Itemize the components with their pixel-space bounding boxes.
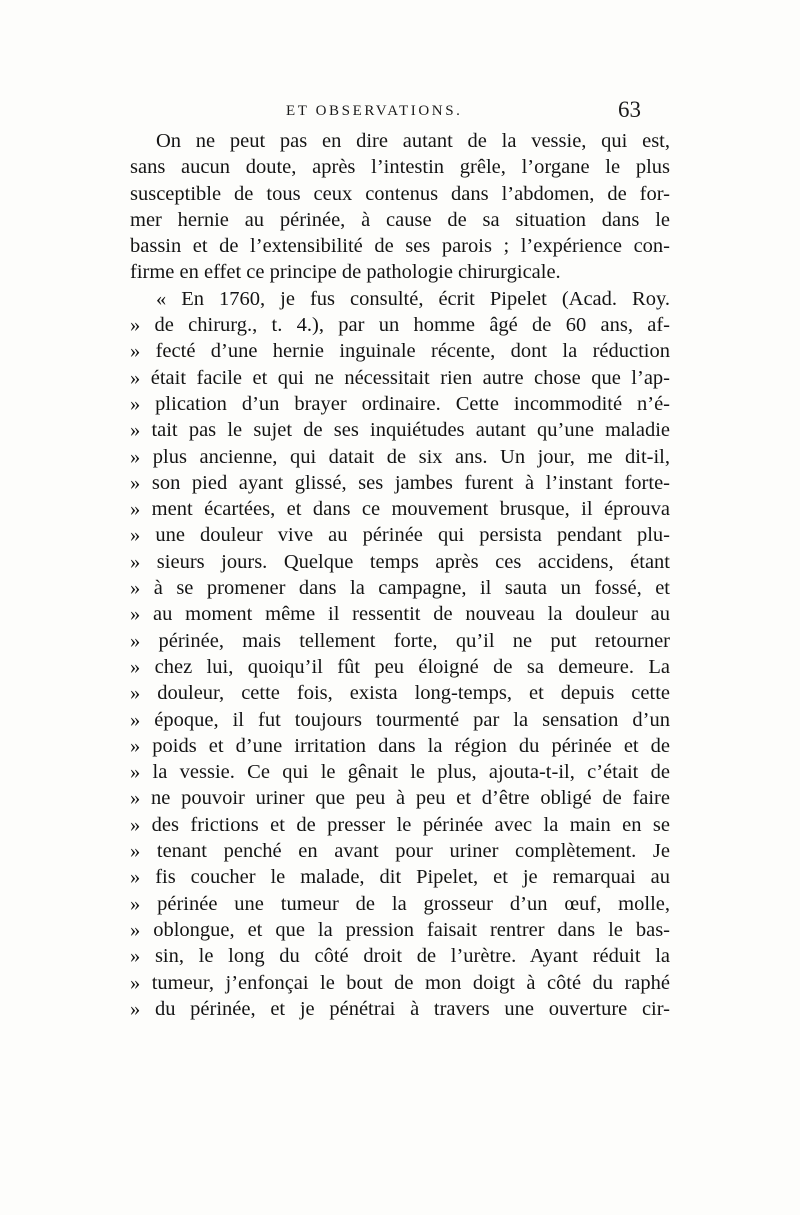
text-line: » une douleur vive au périnée qui persista pendant plu- bbox=[130, 524, 670, 547]
text-line: » sin, le long du côté droit de l’urètre. Ayant réduit la bbox=[130, 945, 670, 968]
text-line: » oblongue, et que la pression faisait rentrer dans le bas- bbox=[130, 918, 670, 941]
text-line: mer hernie au périnée, à cause de sa situation dans le bbox=[130, 208, 670, 231]
text-line: » tumeur, j’enfonçai le bout de mon doigt à côté du raphé bbox=[130, 971, 670, 994]
text-line: » fis coucher le malade, dit Pipelet, et je remarquai au bbox=[130, 866, 670, 889]
text-line: susceptible de tous ceux contenus dans l’abdomen, de for- bbox=[130, 182, 670, 205]
text-line: » à se promener dans la campagne, il sauta un fossé, et bbox=[130, 577, 670, 600]
text-line: « En 1760, je fus consulté, écrit Pipelet (Acad. Roy. bbox=[156, 287, 670, 310]
text-line: » sieurs jours. Quelque temps après ces accidens, étant bbox=[130, 550, 670, 573]
text-line: » de chirurg., t. 4.), par un homme âgé de 60 ans, af- bbox=[130, 314, 670, 337]
text-line: » au moment même il ressentit de nouveau la douleur au bbox=[130, 603, 670, 626]
text-line: » douleur, cette fois, exista long-temps, et depuis cette bbox=[130, 682, 670, 705]
text-line: sans aucun doute, après l’intestin grêle, l’organe le plus bbox=[130, 156, 670, 179]
text-line: » périnée une tumeur de la grosseur d’un œuf, molle, bbox=[130, 892, 670, 915]
text-line: » poids et d’une irritation dans la région du périnée et de bbox=[130, 734, 670, 757]
text-line: » son pied ayant glissé, ses jambes furent à l’instant forte- bbox=[130, 471, 670, 494]
text-line: On ne peut pas en dire autant de la vessie, qui est, bbox=[156, 130, 670, 152]
text-line: » tenant penché en avant pour uriner complètement. Je bbox=[130, 840, 670, 863]
text-line: » des frictions et de presser le périnée avec la main en se bbox=[130, 813, 670, 836]
text-line: firme en effet ce principe de pathologie chirurgicale. bbox=[130, 261, 561, 284]
page-header bbox=[140, 97, 660, 127]
text-line: » époque, il fut toujours tourmenté par la sensation d’un bbox=[130, 708, 670, 731]
text-line: » ment écartées, et dans ce mouvement brusque, il éprouva bbox=[130, 498, 670, 521]
text-line: » périnée, mais tellement forte, qu’il ne put retourner bbox=[130, 629, 670, 652]
text-line: » plication d’un brayer ordinaire. Cette incommodité n’é- bbox=[130, 392, 670, 415]
text-line: » chez lui, quoiqu’il fût peu éloigné de sa demeure. La bbox=[130, 655, 670, 678]
running-head: ET OBSERVATIONS. bbox=[286, 103, 463, 119]
text-line: » fecté d’une hernie inguinale récente, dont la réduction bbox=[130, 340, 670, 363]
text-line: » était facile et qui ne nécessitait rien autre chose que l’ap- bbox=[130, 366, 670, 389]
page-number: 63 bbox=[618, 97, 641, 122]
body-text bbox=[130, 128, 670, 1022]
text-line: » du périnée, et je pénétrai à travers une ouverture cir- bbox=[130, 997, 670, 1020]
text-line: » plus ancienne, qui datait de six ans. Un jour, me dit-il, bbox=[130, 445, 670, 468]
text-line: » tait pas le sujet de ses inquiétudes autant qu’une maladie bbox=[130, 419, 670, 442]
text-line: » la vessie. Ce qui le gênait le plus, ajouta-t-il, c’était de bbox=[130, 761, 670, 784]
text-line: bassin et de l’extensibilité de ses parois ; l’expérience con- bbox=[130, 235, 670, 258]
text-line: » ne pouvoir uriner que peu à peu et d’être obligé de faire bbox=[130, 787, 670, 810]
